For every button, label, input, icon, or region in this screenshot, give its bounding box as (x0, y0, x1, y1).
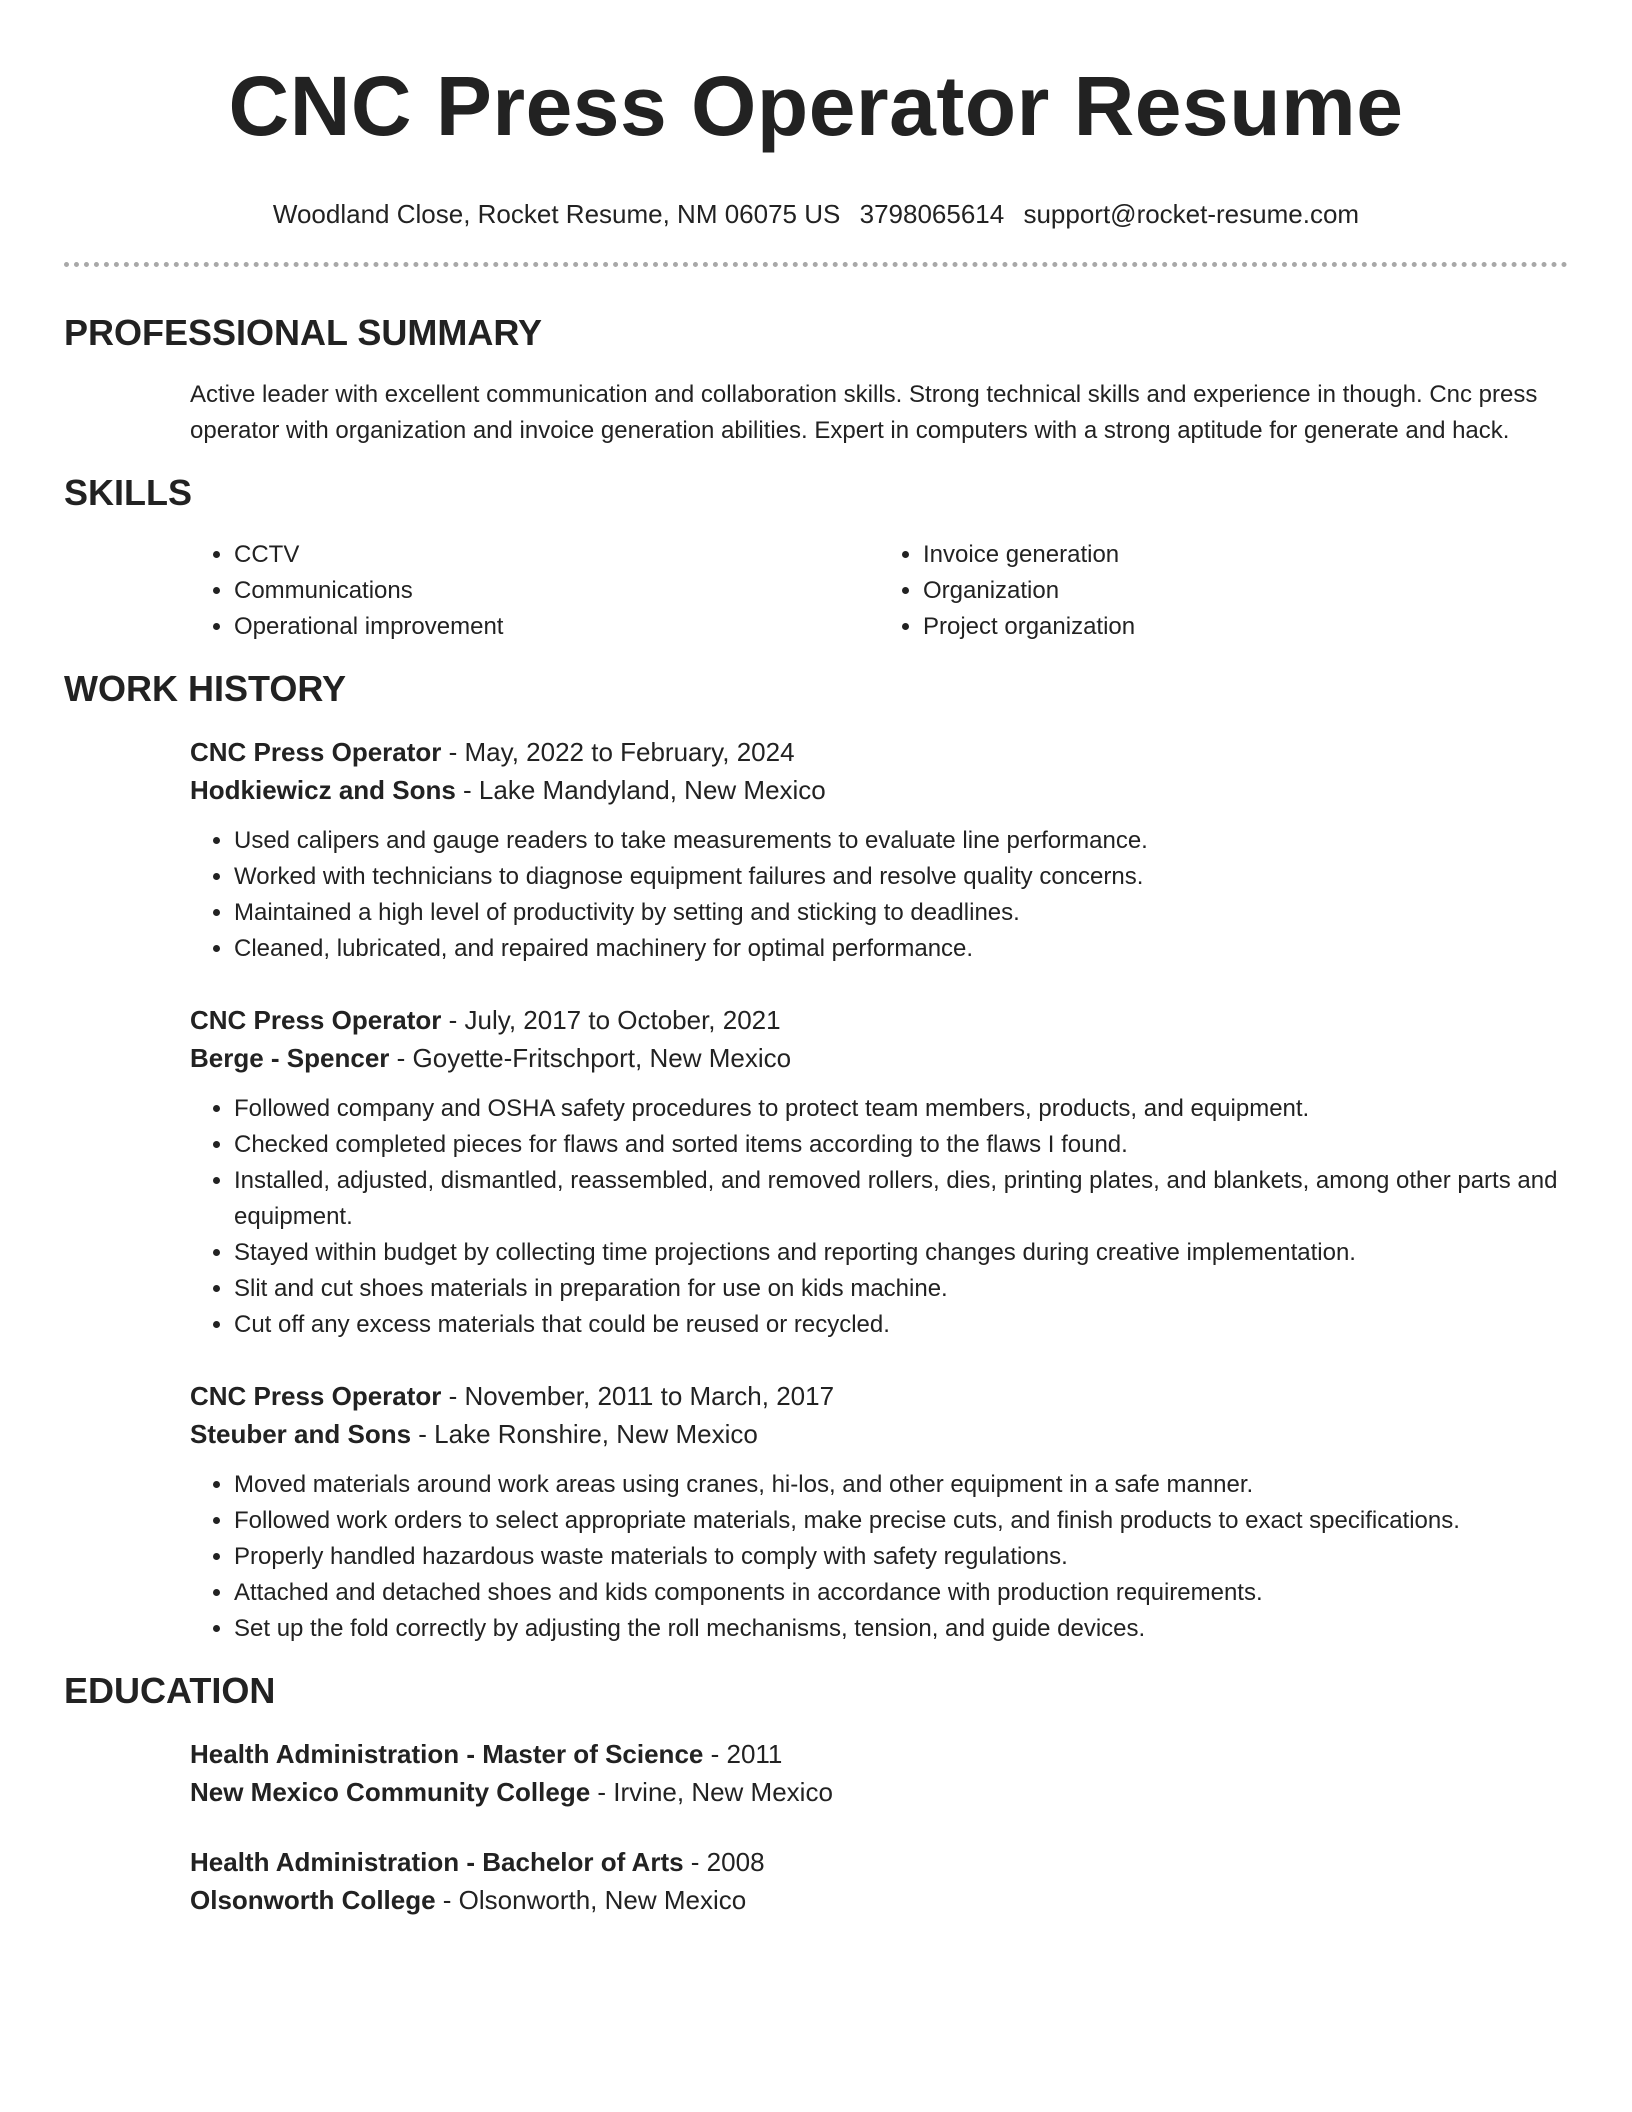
job-dates: - November, 2011 to March, 2017 (441, 1381, 835, 1411)
job-bullets (190, 823, 1568, 967)
school: Olsonworth College (190, 1885, 436, 1915)
job-bullet: • Attached and detached shoes and kids components in accordance with production requirements. (234, 1575, 1568, 1611)
job-location: - Lake Ronshire, New Mexico (411, 1419, 758, 1449)
education-entry (64, 1735, 1568, 1811)
job-title: CNC Press Operator (190, 1005, 442, 1035)
job-bullet: • Slit and cut shoes materials in preparation for use on kids machine. (234, 1271, 1568, 1307)
skill-item: • Project organization (923, 609, 1568, 645)
skill-item: • Invoice generation (923, 537, 1568, 573)
job-bullet: • Installed, adjusted, dismantled, reassembled, and removed rollers, dies, printing plates, and blankets, among other parts and equipment. (234, 1163, 1568, 1235)
phone: 3798065614 (859, 199, 1005, 229)
school-location: - Irvine, New Mexico (590, 1777, 833, 1807)
summary-section (64, 311, 1568, 449)
skills-grid (64, 537, 1568, 645)
job-bullet: • Checked completed pieces for flaws and sorted items according to the flaws I found. (234, 1127, 1568, 1163)
section-title-education: EDUCATION (64, 1670, 276, 1711)
job-entry (64, 733, 1568, 967)
degree: Health Administration - Master of Science (190, 1739, 704, 1769)
school-line (190, 1881, 1568, 1919)
summary-text: Active leader with excellent communication and collaboration skills. Strong technical skills and experience in though. Cnc press operator with organization and invoice generation abilities. Expert in computers with a strong aptitude for generate and hack. (190, 381, 1538, 444)
skill-item: • Communications (234, 573, 879, 609)
skills-list-left (190, 537, 879, 645)
section-title-work: WORK HISTORY (64, 668, 347, 709)
job-title: CNC Press Operator (190, 1381, 442, 1411)
degree-year: - 2011 (703, 1739, 783, 1769)
job-bullet: • Worked with technicians to diagnose equipment failures and resolve quality concerns. (234, 859, 1568, 895)
skill-item: • CCTV (234, 537, 879, 573)
job-dates: - May, 2022 to February, 2024 (441, 737, 795, 767)
degree-line (190, 1735, 1568, 1773)
job-bullet: • Cut off any excess materials that could be reused or recycled. (234, 1307, 1568, 1343)
job-bullet: • Followed company and OSHA safety procedures to protect team members, products, and equipment. (234, 1091, 1568, 1127)
job-bullet: • Moved materials around work areas using cranes, hi-los, and other equipment in a safe manner. (234, 1467, 1568, 1503)
job-title-line (190, 1001, 1568, 1039)
job-entry (64, 1377, 1568, 1647)
job-company: Hodkiewicz and Sons (190, 775, 456, 805)
job-bullet: • Properly handled hazardous waste materials to comply with safety regulations. (234, 1539, 1568, 1575)
job-company-line (190, 771, 1568, 809)
job-bullet: • Stayed within budget by collecting time projections and reporting changes during creative implementation. (234, 1235, 1568, 1271)
skill-item: • Organization (923, 573, 1568, 609)
job-company: Steuber and Sons (190, 1419, 412, 1449)
email: support@rocket-resume.com (1023, 199, 1360, 229)
job-company-line (190, 1039, 1568, 1077)
job-title-line (190, 733, 1568, 771)
job-title: CNC Press Operator (190, 737, 442, 767)
job-bullet: • Used calipers and gauge readers to take measurements to evaluate line performance. (234, 823, 1568, 859)
job-bullet: • Maintained a high level of productivity by setting and sticking to deadlines. (234, 895, 1568, 931)
section-title-summary: PROFESSIONAL SUMMARY (64, 312, 543, 353)
job-location: - Goyette-Fritschport, New Mexico (389, 1043, 792, 1073)
school-line (190, 1773, 1568, 1811)
work-section (64, 667, 1568, 1647)
school: New Mexico Community College (190, 1777, 591, 1807)
degree-line (190, 1843, 1568, 1881)
job-bullets (190, 1467, 1568, 1647)
skills-section (64, 471, 1568, 645)
job-title-line (190, 1377, 1568, 1415)
header-divider (64, 262, 1568, 267)
address: Woodland Close, Rocket Resume, NM 06075 US (272, 199, 841, 229)
job-bullet: • Cleaned, lubricated, and repaired machinery for optimal performance. (234, 931, 1568, 967)
job-bullet: • Followed work orders to select appropriate materials, make precise cuts, and finish products to exact specifications. (234, 1503, 1568, 1539)
job-company-line (190, 1415, 1568, 1453)
job-location: - Lake Mandyland, New Mexico (455, 775, 826, 805)
job-bullet: • Set up the fold correctly by adjusting the roll mechanisms, tension, and guide devices. (234, 1611, 1568, 1647)
section-title-skills: SKILLS (64, 472, 193, 513)
job-bullets (190, 1091, 1568, 1343)
skills-list-right (879, 537, 1568, 645)
job-company: Berge - Spencer (190, 1043, 390, 1073)
job-dates: - July, 2017 to October, 2021 (441, 1005, 781, 1035)
skill-item: • Operational improvement (234, 609, 879, 645)
school-location: - Olsonworth, New Mexico (435, 1885, 747, 1915)
resume-title: CNC Press Operator Resume (228, 59, 1404, 153)
job-entry (64, 1001, 1568, 1343)
education-entry (64, 1843, 1568, 1919)
degree: Health Administration - Bachelor of Arts (190, 1847, 684, 1877)
contact-line (64, 198, 1568, 230)
degree-year: - 2008 (683, 1847, 765, 1877)
education-section (64, 1669, 1568, 1919)
